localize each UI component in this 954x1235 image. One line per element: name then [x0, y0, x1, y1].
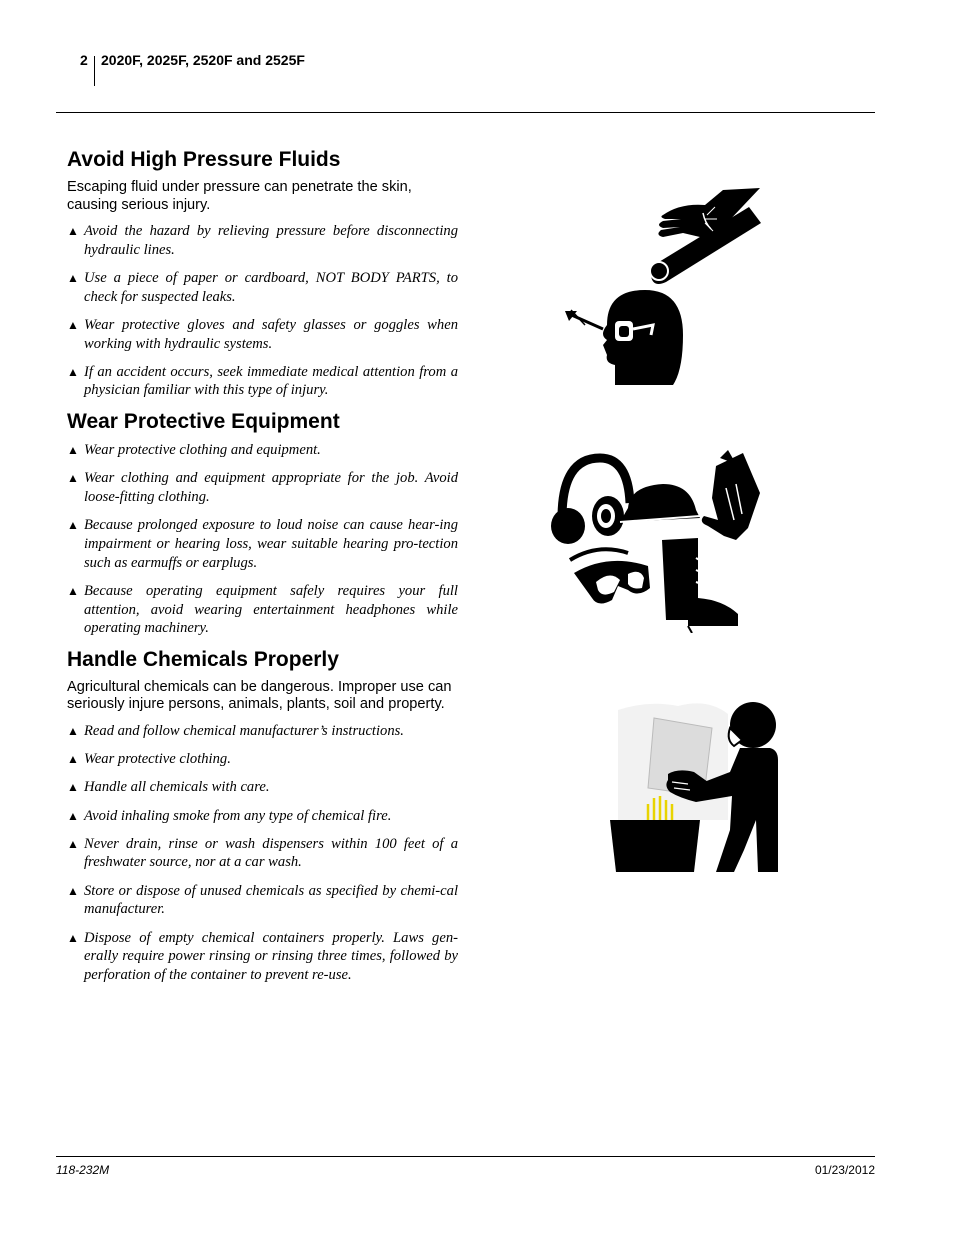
list-item: ▲ Store or dispose of unused chemicals as specified by chemi-cal manufacturer. — [67, 882, 458, 918]
document-number: 118-232M — [56, 1163, 110, 1177]
bullet-triangle-icon: ▲ — [67, 836, 79, 851]
bullet-triangle-icon: ▲ — [67, 583, 79, 598]
main-content — [67, 148, 458, 995]
list-item: ▲ Wear protective clothing. — [67, 751, 231, 768]
chemical-handling-icon — [608, 700, 780, 875]
list-item: ▲ Wear clothing and equipment appropriate for the job. Avoid loose-fitting clothing. — [67, 470, 458, 506]
bullet-triangle-icon: ▲ — [67, 518, 79, 533]
section-high-pressure-fluids — [67, 148, 458, 400]
list-item: ▲ Avoid the hazard by relieving pressure before disconnecting hydraulic lines. — [67, 223, 458, 258]
list-item: ▲ If an accident occurs, seek immediate medical attention from a physician familiar with this type of injury. — [67, 363, 458, 399]
bullet-triangle-icon: ▲ — [67, 270, 79, 285]
bullet-triangle-icon: ▲ — [67, 224, 79, 238]
list-item: ▲ Wear protective clothing and equipment. — [67, 442, 321, 459]
bullet-triangle-icon: ▲ — [67, 780, 79, 795]
bullet-list — [67, 222, 458, 400]
bullet-triangle-icon: ▲ — [67, 883, 79, 898]
bullet-triangle-icon: ▲ — [67, 723, 79, 738]
list-item: ▲ Read and follow chemical manufacturer’s instructions. — [67, 722, 404, 739]
bullet-list — [67, 441, 458, 638]
header-divider — [94, 56, 95, 86]
section-title: Handle Chemicals Properly — [67, 647, 339, 671]
bullet-triangle-icon: ▲ — [67, 930, 79, 945]
list-item: ▲ Handle all chemicals with care. — [67, 779, 270, 796]
list-item: ▲ Wear protective gloves and safety glasses or goggles when working with hydraulic systems. — [67, 316, 458, 352]
protective-equipment-icon — [548, 448, 763, 633]
list-item: ▲ Because prolonged exposure to loud noise can cause hear-ing impairment or hearing loss, wear suitable hearing pro-tection such as earmuffs or earplugs. — [67, 517, 458, 571]
bullet-triangle-icon: ▲ — [67, 752, 79, 767]
section-title: Wear Protective Equipment — [67, 410, 340, 434]
section-intro: Escaping fluid under pressure can penetrate the skin, causing serious injury. — [67, 179, 412, 213]
high-pressure-fluid-icon — [555, 185, 765, 390]
bullet-triangle-icon: ▲ — [67, 364, 79, 379]
list-item: ▲ Because operating equipment safely requires your full attention, avoid wearing entertainment headphones while operating machinery. — [67, 582, 458, 637]
document-date: 01/23/2012 — [814, 1163, 875, 1177]
bullet-triangle-icon: ▲ — [67, 471, 79, 486]
section-intro: Agricultural chemicals can be dangerous. Improper use can seriously injure persons, animals, plants, soil and property. — [67, 678, 452, 713]
section-protective-equipment — [67, 410, 458, 638]
page-number: 2 — [80, 52, 88, 68]
bottom-rule — [56, 1156, 875, 1157]
section-chemicals — [67, 648, 458, 985]
top-rule — [56, 112, 875, 113]
list-item: ▲ Avoid inhaling smoke from any type of chemical fire. — [67, 807, 392, 824]
list-item: ▲ Dispose of empty chemical containers properly. Laws gen-erally require power rinsing or rinsing three times, followed by perforation of the container to prevent re-use. — [67, 929, 458, 983]
bullet-triangle-icon: ▲ — [67, 443, 79, 458]
list-item: ▲ Never drain, rinse or wash dispensers within 100 feet of a freshwater source, nor at a car wash. — [67, 835, 458, 871]
model-title: 2020F, 2025F, 2520F and 2525F — [101, 52, 305, 68]
bullet-triangle-icon: ▲ — [67, 317, 79, 332]
list-item: ▲ Use a piece of paper or cardboard, NOT BODY PARTS, to check for suspected leaks. — [67, 269, 458, 305]
bullet-list — [67, 722, 458, 985]
bullet-triangle-icon: ▲ — [67, 808, 79, 823]
section-title: Avoid High Pressure Fluids — [67, 148, 341, 171]
